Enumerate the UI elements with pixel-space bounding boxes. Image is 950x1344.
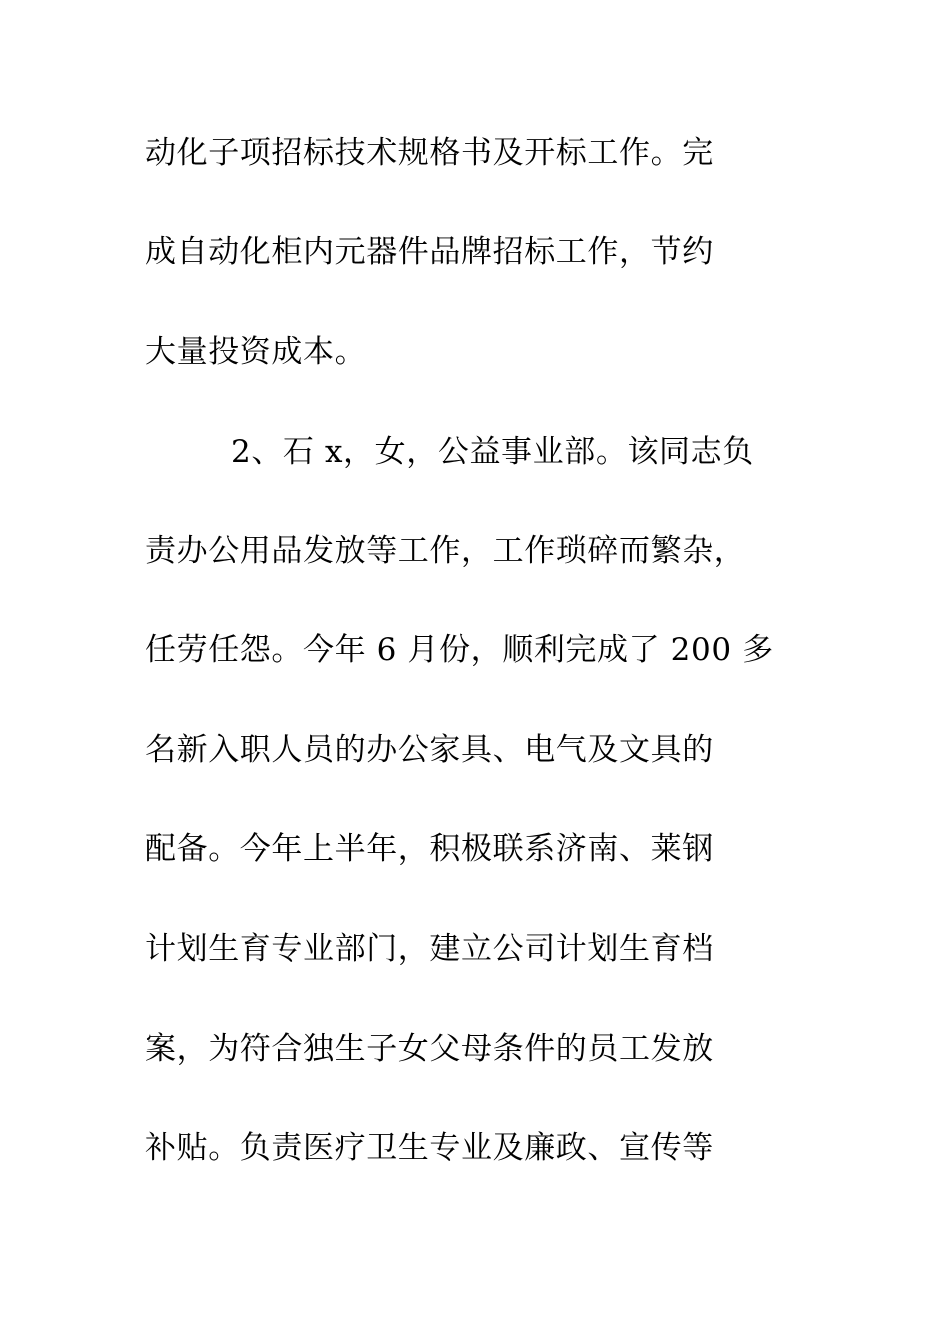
text-line-6: 任劳任怨。今年 6 月份，顺利完成了 200 多 <box>145 632 774 668</box>
text-line-5: 责办公用品发放等工作，工作琐碎而繁杂， <box>145 533 746 569</box>
text-line-11: 补贴。负责医疗卫生专业及廉政、宣传等 <box>145 1130 714 1166</box>
text-line-10: 案，为符合独生子女父母条件的员工发放 <box>145 1031 714 1067</box>
text-line-1: 动化子项招标技术规格书及开标工作。完 <box>145 135 714 171</box>
text-line-4: 2、石 x，女，公益事业部。该同志负 <box>231 434 754 470</box>
text-line-8: 配备。今年上半年，积极联系济南、莱钢 <box>145 831 714 867</box>
text-line-3: 大量投资成本。 <box>145 334 367 370</box>
text-line-9: 计划生育专业部门，建立公司计划生育档 <box>145 931 714 967</box>
text-line-7: 名新入职人员的办公家具、电气及文具的 <box>145 732 714 768</box>
text-line-2: 成自动化柜内元器件品牌招标工作，节约 <box>145 234 714 270</box>
